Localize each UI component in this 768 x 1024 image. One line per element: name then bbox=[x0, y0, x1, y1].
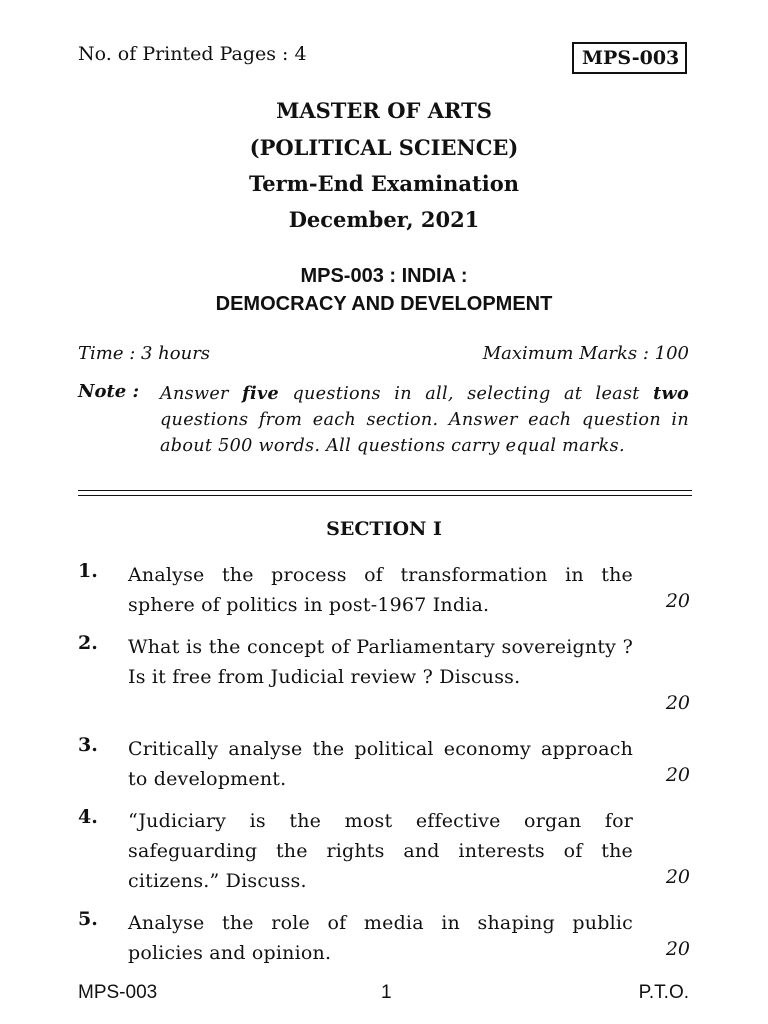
note-label: Note : bbox=[78, 381, 140, 402]
divider-line-bottom bbox=[78, 495, 692, 496]
question-marks: 20 bbox=[665, 938, 690, 960]
printed-pages-count: No. of Printed Pages : 4 bbox=[78, 43, 307, 65]
question-text: Analyse the process of transformation in the sphere of politics in post-1967 India. bbox=[128, 564, 633, 616]
question-text: Critically analyse the political economy approach to development. bbox=[128, 738, 633, 790]
subject-title: (POLITICAL SCIENCE) bbox=[249, 135, 519, 160]
time-allowed: Time : 3 hours bbox=[78, 343, 211, 364]
session-date: December, 2021 bbox=[288, 207, 480, 232]
question-marks: 20 bbox=[665, 764, 690, 786]
question-text: Analyse the role of media in shaping public policies and opinion. bbox=[128, 912, 633, 964]
note-bold-two: two bbox=[653, 383, 689, 404]
note-bold-five: five bbox=[242, 383, 280, 404]
question-marks: 20 bbox=[665, 866, 690, 888]
question-marks: 20 bbox=[665, 590, 690, 612]
question-number: 5. bbox=[78, 908, 98, 930]
question-number: 4. bbox=[78, 806, 98, 828]
course-code-box: MPS-003 bbox=[572, 42, 687, 74]
course-title-line1: MPS-003 : INDIA : bbox=[300, 265, 468, 287]
maximum-marks: Maximum Marks : 100 bbox=[482, 343, 689, 364]
course-title-line2: DEMOCRACY AND DEVELOPMENT bbox=[215, 293, 553, 315]
footer-page-number: 1 bbox=[381, 982, 392, 1003]
footer-course-code: MPS-003 bbox=[78, 982, 158, 1003]
exam-title: Term-End Examination bbox=[248, 171, 519, 196]
divider-line-top bbox=[78, 490, 692, 491]
question-number: 3. bbox=[78, 734, 98, 756]
note-instructions: Answer five questions in all, selecting at least two questions from each section. Answer each question in about 500 words. All questions carry equal marks. bbox=[160, 383, 689, 456]
question-number: 2. bbox=[78, 632, 98, 654]
footer-pto: P.T.O. bbox=[638, 982, 689, 1003]
question-number: 1. bbox=[78, 560, 98, 582]
degree-title: MASTER OF ARTS bbox=[276, 98, 492, 123]
section-heading: SECTION I bbox=[326, 518, 442, 540]
question-text: “Judiciary is the most effective organ for safeguarding the rights and interests of the citizens.” Discuss. bbox=[128, 810, 633, 892]
question-text: What is the concept of Parliamentary sovereignty ? Is it free from Judicial review ? Discuss. bbox=[128, 636, 633, 688]
question-marks: 20 bbox=[665, 692, 690, 714]
